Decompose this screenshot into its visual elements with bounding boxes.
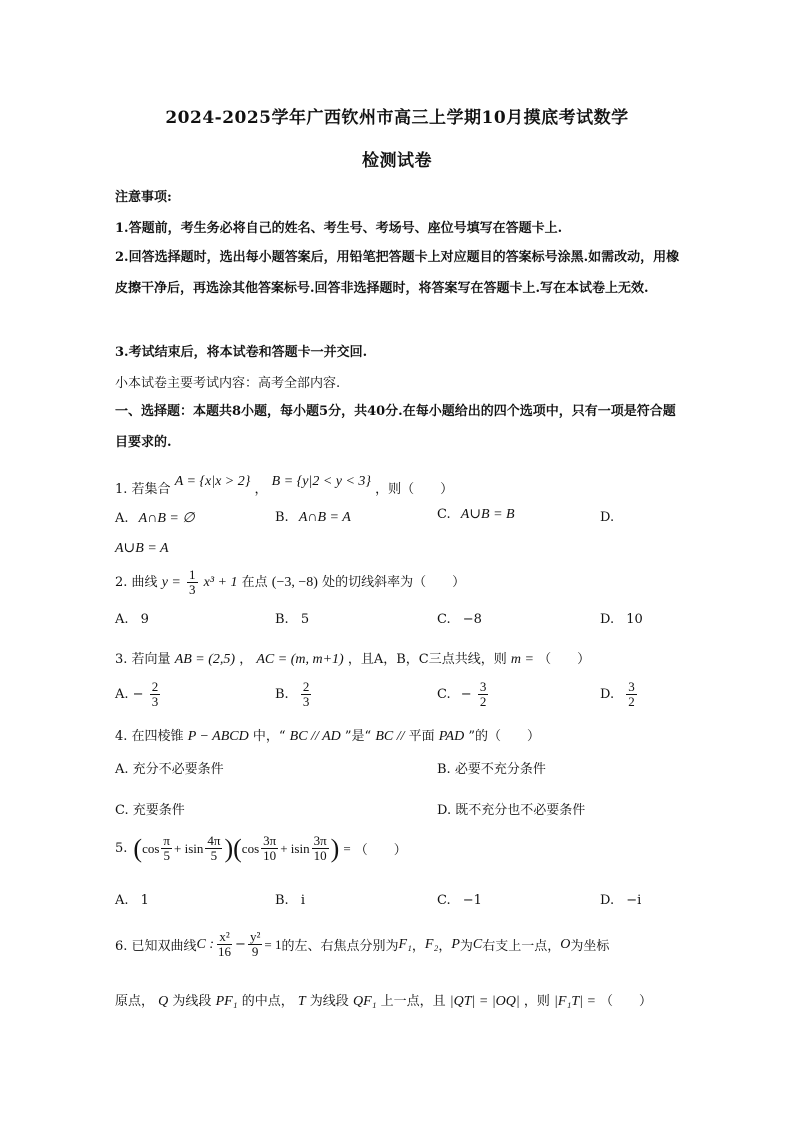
q2-expr-right: x³ + 1 — [203, 575, 238, 590]
q5-option-b-value: i — [300, 893, 305, 908]
q3-b-num: 2 — [302, 679, 310, 694]
q2-frac-num: 1 — [189, 567, 196, 582]
q4-solid: P − ABCD — [187, 729, 249, 744]
notice-item-3: 3.考试结束后，将本试卷和答题卡一并交回. — [115, 345, 368, 360]
q5-frac3-den: 10 — [263, 848, 277, 863]
q5-option-a-label: A. — [115, 893, 129, 908]
q4-cond1: BC // AD — [289, 729, 341, 744]
q5-prefix: 5. — [115, 841, 128, 856]
q3-option-a-sign: − — [132, 687, 144, 702]
q5-option-c-value: −1 — [462, 893, 482, 908]
q5-option-b-label: B. — [275, 893, 289, 908]
q6-c: C — [472, 936, 483, 952]
q6-line2-d: 为线段 — [309, 994, 349, 1009]
q2-point: (−3, −8) — [271, 575, 318, 590]
q4-plane: 平面 — [408, 729, 435, 744]
q5-paren-open-1: ( — [133, 833, 143, 863]
q1-option-a-label: A. — [115, 511, 129, 526]
question-3 — [115, 648, 590, 668]
q4-option-b[interactable]: B. 必要不充分条件 — [437, 762, 546, 777]
q3-var: m = — [510, 652, 534, 667]
q5-frac1-den: 5 — [163, 848, 170, 863]
q6-frac-y-num: y² — [249, 929, 261, 944]
q1-option-c[interactable] — [437, 506, 515, 523]
q2-option-a-value: 9 — [140, 612, 149, 627]
q2-expr-left: y = — [161, 575, 181, 590]
q5-paren-open-2: ( — [233, 833, 242, 863]
q1-set-b: B = {y|2 < y < 3} — [271, 474, 372, 489]
exam-title-line2: 检测试卷 — [362, 151, 432, 171]
q5-isin-2: + isin — [280, 840, 310, 856]
q6-o: O — [560, 936, 571, 952]
q6-mid3: 为 — [459, 939, 473, 954]
q1-option-c-label: C. — [437, 507, 451, 522]
q1-option-a[interactable] — [115, 510, 195, 527]
q4-option-a[interactable]: A. 充分不必要条件 — [115, 762, 224, 777]
q3-option-d-frac — [626, 680, 637, 709]
q5-option-c[interactable] — [437, 893, 482, 908]
q1-suffix: ，则（ ） — [375, 482, 454, 497]
q3-option-b[interactable] — [275, 680, 313, 709]
section-1-heading: 一、选择题：本题共8小题，每小题5分，共40分.在每小题给出的四个选项中，只有一项是符合题目要求的. — [115, 404, 676, 450]
q6-line2-b: 为线段 — [172, 994, 212, 1009]
q4-cond2b: PAD — [438, 729, 465, 744]
q2-frac-den: 3 — [189, 582, 196, 597]
q2-option-a-label: A. — [115, 612, 129, 627]
q5-frac2-num: 4π — [207, 833, 221, 848]
q5-cos-1: cos — [142, 840, 160, 856]
q3-option-d[interactable] — [600, 680, 639, 709]
q1-option-b[interactable] — [275, 510, 351, 526]
q1-comma: ， — [254, 482, 268, 497]
q5-frac4-den: 10 — [313, 848, 327, 863]
q6-mid5: 为坐标 — [570, 939, 610, 954]
exam-title-line1: 2024-2025学年广西钦州市高三上学期10月摸底考试数学 — [165, 108, 629, 128]
q3-option-a[interactable] — [115, 680, 162, 709]
q4-option-c[interactable]: C. 充要条件 — [115, 803, 185, 818]
q5-frac2-den: 5 — [210, 848, 218, 863]
q1-option-b-expr: A∩B = A — [298, 510, 351, 525]
q1-option-d-label[interactable]: D. — [600, 510, 615, 525]
q3-option-a-frac — [150, 680, 161, 709]
q4-cond2a: BC // — [375, 729, 405, 744]
q6-frac-x — [216, 930, 233, 959]
q6-f1t: |F₁T| = — [554, 994, 596, 1009]
q5-option-a[interactable] — [115, 893, 149, 908]
notice-item-1: 1.答题前，考生务必将自己的姓名、考生号、考场号、座位号填写在答题卡上. — [115, 221, 563, 236]
q3-d-num: 3 — [628, 679, 635, 694]
q3-a-num: 2 — [151, 679, 159, 694]
q3-suffix: （ ） — [538, 652, 591, 667]
q6-suffix: （ ） — [600, 994, 653, 1009]
q6-minus: − — [235, 937, 246, 952]
q6-line2-a: 原点， — [115, 994, 155, 1009]
q4-prefix: 4. 在四棱锥 — [115, 729, 184, 744]
q3-option-a-label: A. — [115, 687, 129, 702]
q5-frac-pi-5 — [161, 834, 172, 863]
q6-frac-y — [248, 930, 262, 959]
q4-mid2: ”是“ — [344, 729, 372, 744]
q3-option-c-sign: − — [460, 687, 472, 702]
q5-option-c-label: C. — [437, 893, 451, 908]
notice-item-2: 2.回答选择题时，选出每小题答案后，用铅笔把答题卡上对应题目的答案标号涂黑.如需改动，用橡皮擦干净后，再选涂其他答案标号.回答非选择题时，将答案写在答题卡上.写在本试卷上无效. — [115, 250, 680, 296]
q2-option-c-value: −8 — [462, 612, 482, 627]
q3-option-b-label: B. — [275, 687, 289, 702]
q5-frac4-num: 3π — [313, 833, 327, 848]
q6-f1: F₁ — [398, 936, 412, 952]
question-2 — [115, 568, 465, 597]
q6-prefix: 6. 已知双曲线 — [115, 939, 197, 954]
q6-pf1: PF₁ — [215, 994, 238, 1009]
q3-option-d-label: D. — [600, 687, 615, 702]
q5-option-a-value: 1 — [140, 893, 149, 908]
q2-option-b[interactable] — [275, 612, 309, 627]
q2-suffix: 处的切线斜率为（ ） — [322, 575, 466, 590]
q6-frac-x-den: 16 — [218, 944, 232, 959]
q3-prefix: 3. 若向量 — [115, 652, 171, 667]
q5-option-b[interactable] — [275, 893, 305, 908]
q6-qf1: QF₁ — [352, 994, 377, 1009]
q6-q: Q — [158, 994, 169, 1009]
q3-sep: ， — [239, 652, 253, 667]
q5-cos-2: cos — [241, 840, 260, 856]
question-4 — [115, 725, 540, 745]
q6-f2: F₂ — [424, 936, 439, 952]
q4-suffix: ”的（ ） — [468, 729, 541, 744]
q3-c-num: 3 — [479, 679, 487, 694]
q3-c-den: 2 — [479, 694, 487, 709]
q3-vector-ac: AC = (m, m+1) — [256, 652, 344, 667]
q5-frac-3pi-10-a — [261, 834, 278, 863]
q3-option-b-frac — [301, 680, 312, 709]
notice-heading: 注意事项: — [115, 190, 172, 205]
q2-option-a[interactable] — [115, 612, 149, 627]
q6-line2-e: 上一点，且 — [380, 994, 446, 1009]
q5-frac3-num: 3π — [263, 833, 277, 848]
q6-curve: C : — [196, 936, 215, 952]
question-5 — [115, 834, 407, 863]
q5-paren-close-1: ) — [224, 833, 234, 863]
q5-suffix: （ ） — [354, 843, 407, 858]
exam-content-note: 小本试卷主要考试内容：高考全部内容. — [115, 376, 341, 391]
q2-option-b-value: 5 — [300, 612, 310, 627]
question-6-line-2 — [115, 990, 652, 1010]
q5-frac-4pi-5 — [205, 834, 222, 863]
q1-prefix: 1. 若集合 — [115, 482, 171, 497]
q6-frac-x-num: x² — [219, 929, 230, 944]
q3-option-c[interactable] — [437, 680, 490, 709]
q5-option-d[interactable] — [600, 893, 641, 908]
q6-qt: |QT| = |OQ| — [449, 994, 520, 1009]
q3-b-den: 3 — [302, 694, 310, 709]
q5-frac-3pi-10-b — [312, 834, 329, 863]
q3-d-den: 2 — [628, 694, 635, 709]
q1-option-a-expr: A∩B = ∅ — [138, 511, 195, 526]
q6-mid4: 右支上一点， — [482, 939, 561, 954]
q4-mid1: 中，“ — [252, 729, 286, 744]
q2-option-b-label: B. — [275, 612, 289, 627]
q3-mid: ，且A，B，C三点共线，则 — [347, 652, 507, 667]
q2-option-c[interactable] — [437, 612, 482, 627]
q1-option-c-expr: A∪B = B — [460, 507, 515, 522]
question-1 — [115, 474, 454, 498]
q6-t: T — [297, 994, 306, 1009]
q5-option-d-label: D. — [600, 893, 615, 908]
q5-paren-close-2: ) — [330, 833, 340, 863]
q4-option-d[interactable]: D. 既不充分也不必要条件 — [437, 803, 586, 818]
q5-eq: = — [343, 840, 351, 856]
q6-p: P — [451, 936, 460, 952]
q2-option-d-label: D. — [600, 612, 615, 627]
q1-option-b-label: B. — [275, 510, 289, 525]
q2-option-d-value: 10 — [626, 612, 643, 627]
q1-set-a: A = {x|x > 2} — [174, 474, 251, 489]
q1-option-d-expr[interactable]: A∪B = A — [115, 541, 169, 556]
question-6 — [115, 930, 609, 959]
q6-frac-y-den: 9 — [251, 944, 259, 959]
q3-option-c-label: C. — [437, 687, 451, 702]
q6-line2-f: ，则 — [523, 994, 550, 1009]
q3-a-den: 3 — [151, 694, 159, 709]
q2-option-c-label: C. — [437, 612, 451, 627]
q3-vector-ab: AB = (2,5) — [174, 652, 236, 667]
q5-option-d-value: −i — [626, 893, 642, 908]
q3-option-c-frac — [478, 680, 489, 709]
q2-prefix: 2. 曲线 — [115, 575, 158, 590]
q6-comma: ， — [411, 939, 425, 954]
q6-mid2: ， — [438, 939, 452, 954]
q2-fraction — [187, 568, 198, 597]
q2-option-d[interactable] — [600, 612, 643, 627]
q5-frac1-num: π — [163, 833, 170, 848]
q6-line2-c: 的中点， — [241, 994, 294, 1009]
q6-eq1: = 1 — [264, 936, 282, 952]
q5-isin-1: + isin — [174, 840, 204, 856]
q2-mid: 在点 — [241, 575, 268, 590]
q6-mid1: 的左、右焦点分别为 — [281, 939, 399, 954]
